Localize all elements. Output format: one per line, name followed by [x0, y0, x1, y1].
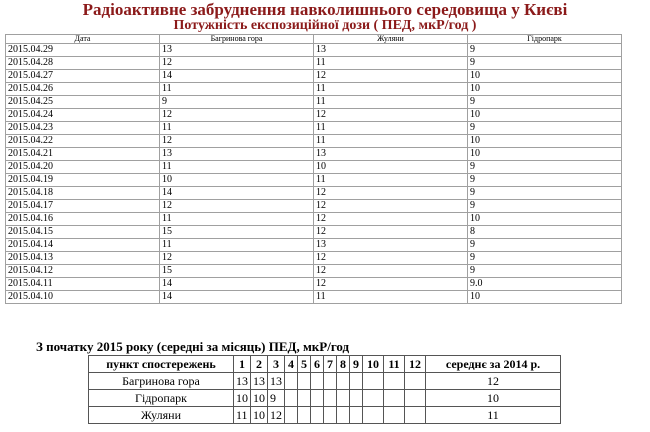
cell-month-value	[405, 373, 426, 390]
cell-date: 2015.04.19	[6, 174, 160, 187]
table-row	[6, 57, 622, 70]
column-header-month: 2	[251, 356, 268, 373]
summary-heading: З початку 2015 року (середні за місяць) ПЕД, мкР/год	[36, 339, 350, 354]
cell-station-name: Гідропарк	[89, 390, 234, 407]
column-header-month: 6	[311, 356, 324, 373]
table-row	[6, 252, 622, 265]
cell-bagrynova-hora: 12	[160, 57, 314, 70]
cell-date: 2015.04.16	[6, 213, 160, 226]
cell-hidropark: 8	[468, 226, 622, 239]
column-header-month: 10	[363, 356, 384, 373]
cell-month-value: 9	[268, 390, 285, 407]
cell-month-value	[384, 373, 405, 390]
cell-month-value	[324, 373, 337, 390]
table-row	[6, 213, 622, 226]
cell-hidropark: 10	[468, 148, 622, 161]
cell-hidropark: 9.0	[468, 278, 622, 291]
cell-bagrynova-hora: 13	[160, 44, 314, 57]
cell-zhuliany: 13	[314, 44, 468, 57]
cell-date: 2015.04.10	[6, 291, 160, 304]
cell-date: 2015.04.22	[6, 135, 160, 148]
cell-month-value	[405, 390, 426, 407]
cell-bagrynova-hora: 12	[160, 200, 314, 213]
cell-bagrynova-hora: 14	[160, 187, 314, 200]
table-row	[6, 265, 622, 278]
cell-zhuliany: 12	[314, 265, 468, 278]
cell-date: 2015.04.24	[6, 109, 160, 122]
cell-bagrynova-hora: 11	[160, 83, 314, 96]
cell-month-value	[405, 407, 426, 424]
cell-bagrynova-hora: 13	[160, 148, 314, 161]
cell-date: 2015.04.23	[6, 122, 160, 135]
cell-month-value	[298, 373, 311, 390]
cell-average-2014: 10	[426, 390, 561, 407]
cell-average-2014: 11	[426, 407, 561, 424]
cell-hidropark: 9	[468, 200, 622, 213]
cell-bagrynova-hora: 15	[160, 226, 314, 239]
table-row	[89, 407, 561, 424]
table-row	[6, 83, 622, 96]
column-header-month: 3	[268, 356, 285, 373]
column-header-zhuliany: Жуляни	[314, 35, 468, 44]
table-row	[6, 148, 622, 161]
cell-zhuliany: 13	[314, 239, 468, 252]
cell-bagrynova-hora: 11	[160, 213, 314, 226]
cell-bagrynova-hora: 11	[160, 122, 314, 135]
cell-month-value	[311, 390, 324, 407]
cell-date: 2015.04.29	[6, 44, 160, 57]
cell-zhuliany: 12	[314, 226, 468, 239]
cell-date: 2015.04.26	[6, 83, 160, 96]
cell-hidropark: 9	[468, 122, 622, 135]
cell-month-value	[285, 407, 298, 424]
cell-month-value	[285, 373, 298, 390]
cell-date: 2015.04.20	[6, 161, 160, 174]
table-row	[6, 226, 622, 239]
cell-zhuliany: 10	[314, 161, 468, 174]
cell-month-value	[350, 407, 363, 424]
cell-hidropark: 10	[468, 83, 622, 96]
cell-month-value	[298, 407, 311, 424]
cell-bagrynova-hora: 15	[160, 265, 314, 278]
cell-month-value	[311, 373, 324, 390]
monthly-summary-table	[88, 355, 561, 424]
cell-zhuliany: 11	[314, 122, 468, 135]
cell-hidropark: 9	[468, 239, 622, 252]
table-row	[6, 174, 622, 187]
column-header-month: 11	[384, 356, 405, 373]
cell-date: 2015.04.15	[6, 226, 160, 239]
cell-zhuliany: 11	[314, 174, 468, 187]
daily-table-header	[6, 35, 622, 44]
cell-bagrynova-hora: 12	[160, 252, 314, 265]
table-row	[6, 200, 622, 213]
cell-month-value	[324, 390, 337, 407]
column-header-hidropark: Гідропарк	[468, 35, 622, 44]
table-row	[6, 96, 622, 109]
column-header-month: 12	[405, 356, 426, 373]
cell-bagrynova-hora: 14	[160, 291, 314, 304]
cell-month-value: 13	[268, 373, 285, 390]
table-row	[6, 109, 622, 122]
page-subtitle: Потужність експозиційної дози ( ПЕД, мкР/год )	[173, 18, 477, 33]
cell-bagrynova-hora: 14	[160, 278, 314, 291]
cell-month-value	[363, 407, 384, 424]
cell-month-value: 10	[251, 407, 268, 424]
cell-hidropark: 10	[468, 291, 622, 304]
cell-hidropark: 10	[468, 109, 622, 122]
table-row	[6, 291, 622, 304]
cell-date: 2015.04.27	[6, 70, 160, 83]
cell-station-name: Жуляни	[89, 407, 234, 424]
cell-date: 2015.04.12	[6, 265, 160, 278]
cell-month-value	[311, 407, 324, 424]
cell-month-value: 10	[251, 390, 268, 407]
cell-month-value: 13	[234, 373, 251, 390]
column-header-month: 1	[234, 356, 251, 373]
column-header-month: 9	[350, 356, 363, 373]
cell-month-value: 10	[234, 390, 251, 407]
cell-hidropark: 9	[468, 187, 622, 200]
cell-hidropark: 9	[468, 44, 622, 57]
table-row	[89, 390, 561, 407]
table-row	[89, 373, 561, 390]
table-row	[6, 135, 622, 148]
cell-bagrynova-hora: 12	[160, 109, 314, 122]
column-header-month: 5	[298, 356, 311, 373]
cell-date: 2015.04.28	[6, 57, 160, 70]
cell-month-value	[350, 390, 363, 407]
column-header-average-2014: середнє за 2014 р.	[426, 356, 561, 373]
cell-zhuliany: 12	[314, 70, 468, 83]
cell-bagrynova-hora: 11	[160, 239, 314, 252]
cell-date: 2015.04.21	[6, 148, 160, 161]
cell-hidropark: 10	[468, 213, 622, 226]
cell-month-value	[324, 407, 337, 424]
cell-zhuliany: 11	[314, 83, 468, 96]
cell-month-value	[384, 407, 405, 424]
cell-date: 2015.04.18	[6, 187, 160, 200]
summary-table-header	[89, 356, 561, 373]
cell-zhuliany: 12	[314, 213, 468, 226]
table-row	[6, 122, 622, 135]
table-row	[6, 187, 622, 200]
cell-month-value: 12	[268, 407, 285, 424]
cell-zhuliany: 13	[314, 148, 468, 161]
table-row	[6, 239, 622, 252]
cell-month-value	[337, 373, 350, 390]
cell-hidropark: 9	[468, 161, 622, 174]
cell-bagrynova-hora: 10	[160, 174, 314, 187]
cell-date: 2015.04.11	[6, 278, 160, 291]
cell-zhuliany: 12	[314, 109, 468, 122]
cell-zhuliany: 11	[314, 291, 468, 304]
cell-hidropark: 9	[468, 57, 622, 70]
cell-zhuliany: 12	[314, 252, 468, 265]
daily-table-body	[6, 44, 622, 304]
cell-zhuliany: 11	[314, 135, 468, 148]
cell-bagrynova-hora: 12	[160, 135, 314, 148]
cell-month-value	[384, 390, 405, 407]
cell-hidropark: 9	[468, 252, 622, 265]
column-header-month: 8	[337, 356, 350, 373]
cell-month-value	[350, 373, 363, 390]
cell-date: 2015.04.13	[6, 252, 160, 265]
cell-hidropark: 10	[468, 135, 622, 148]
cell-month-value: 11	[234, 407, 251, 424]
cell-zhuliany: 12	[314, 278, 468, 291]
column-header-bagrynova-hora: Багринова гора	[160, 35, 314, 44]
cell-month-value	[363, 390, 384, 407]
column-header-month: 7	[324, 356, 337, 373]
cell-month-value	[337, 407, 350, 424]
cell-zhuliany: 11	[314, 96, 468, 109]
cell-hidropark: 9	[468, 265, 622, 278]
cell-hidropark: 9	[468, 96, 622, 109]
column-header-station: пункт спостережень	[89, 356, 234, 373]
cell-bagrynova-hora: 14	[160, 70, 314, 83]
cell-zhuliany: 12	[314, 187, 468, 200]
cell-date: 2015.04.25	[6, 96, 160, 109]
daily-readings-table	[5, 34, 622, 304]
cell-hidropark: 9	[468, 174, 622, 187]
cell-date: 2015.04.17	[6, 200, 160, 213]
cell-date: 2015.04.14	[6, 239, 160, 252]
cell-hidropark: 10	[468, 70, 622, 83]
cell-zhuliany: 12	[314, 200, 468, 213]
table-row	[6, 44, 622, 57]
cell-average-2014: 12	[426, 373, 561, 390]
cell-month-value	[298, 390, 311, 407]
cell-bagrynova-hora: 9	[160, 96, 314, 109]
cell-station-name: Багринова гора	[89, 373, 234, 390]
cell-month-value	[363, 373, 384, 390]
cell-zhuliany: 11	[314, 57, 468, 70]
cell-month-value	[337, 390, 350, 407]
column-header-date: Дата	[6, 35, 160, 44]
page-title: Радіоактивне забруднення навколишнього середовища у Києві	[82, 0, 568, 19]
column-header-month: 4	[285, 356, 298, 373]
table-row	[6, 70, 622, 83]
cell-month-value: 13	[251, 373, 268, 390]
summary-table-body	[89, 373, 561, 424]
cell-bagrynova-hora: 11	[160, 161, 314, 174]
table-row	[6, 278, 622, 291]
cell-month-value	[285, 390, 298, 407]
table-row	[6, 161, 622, 174]
